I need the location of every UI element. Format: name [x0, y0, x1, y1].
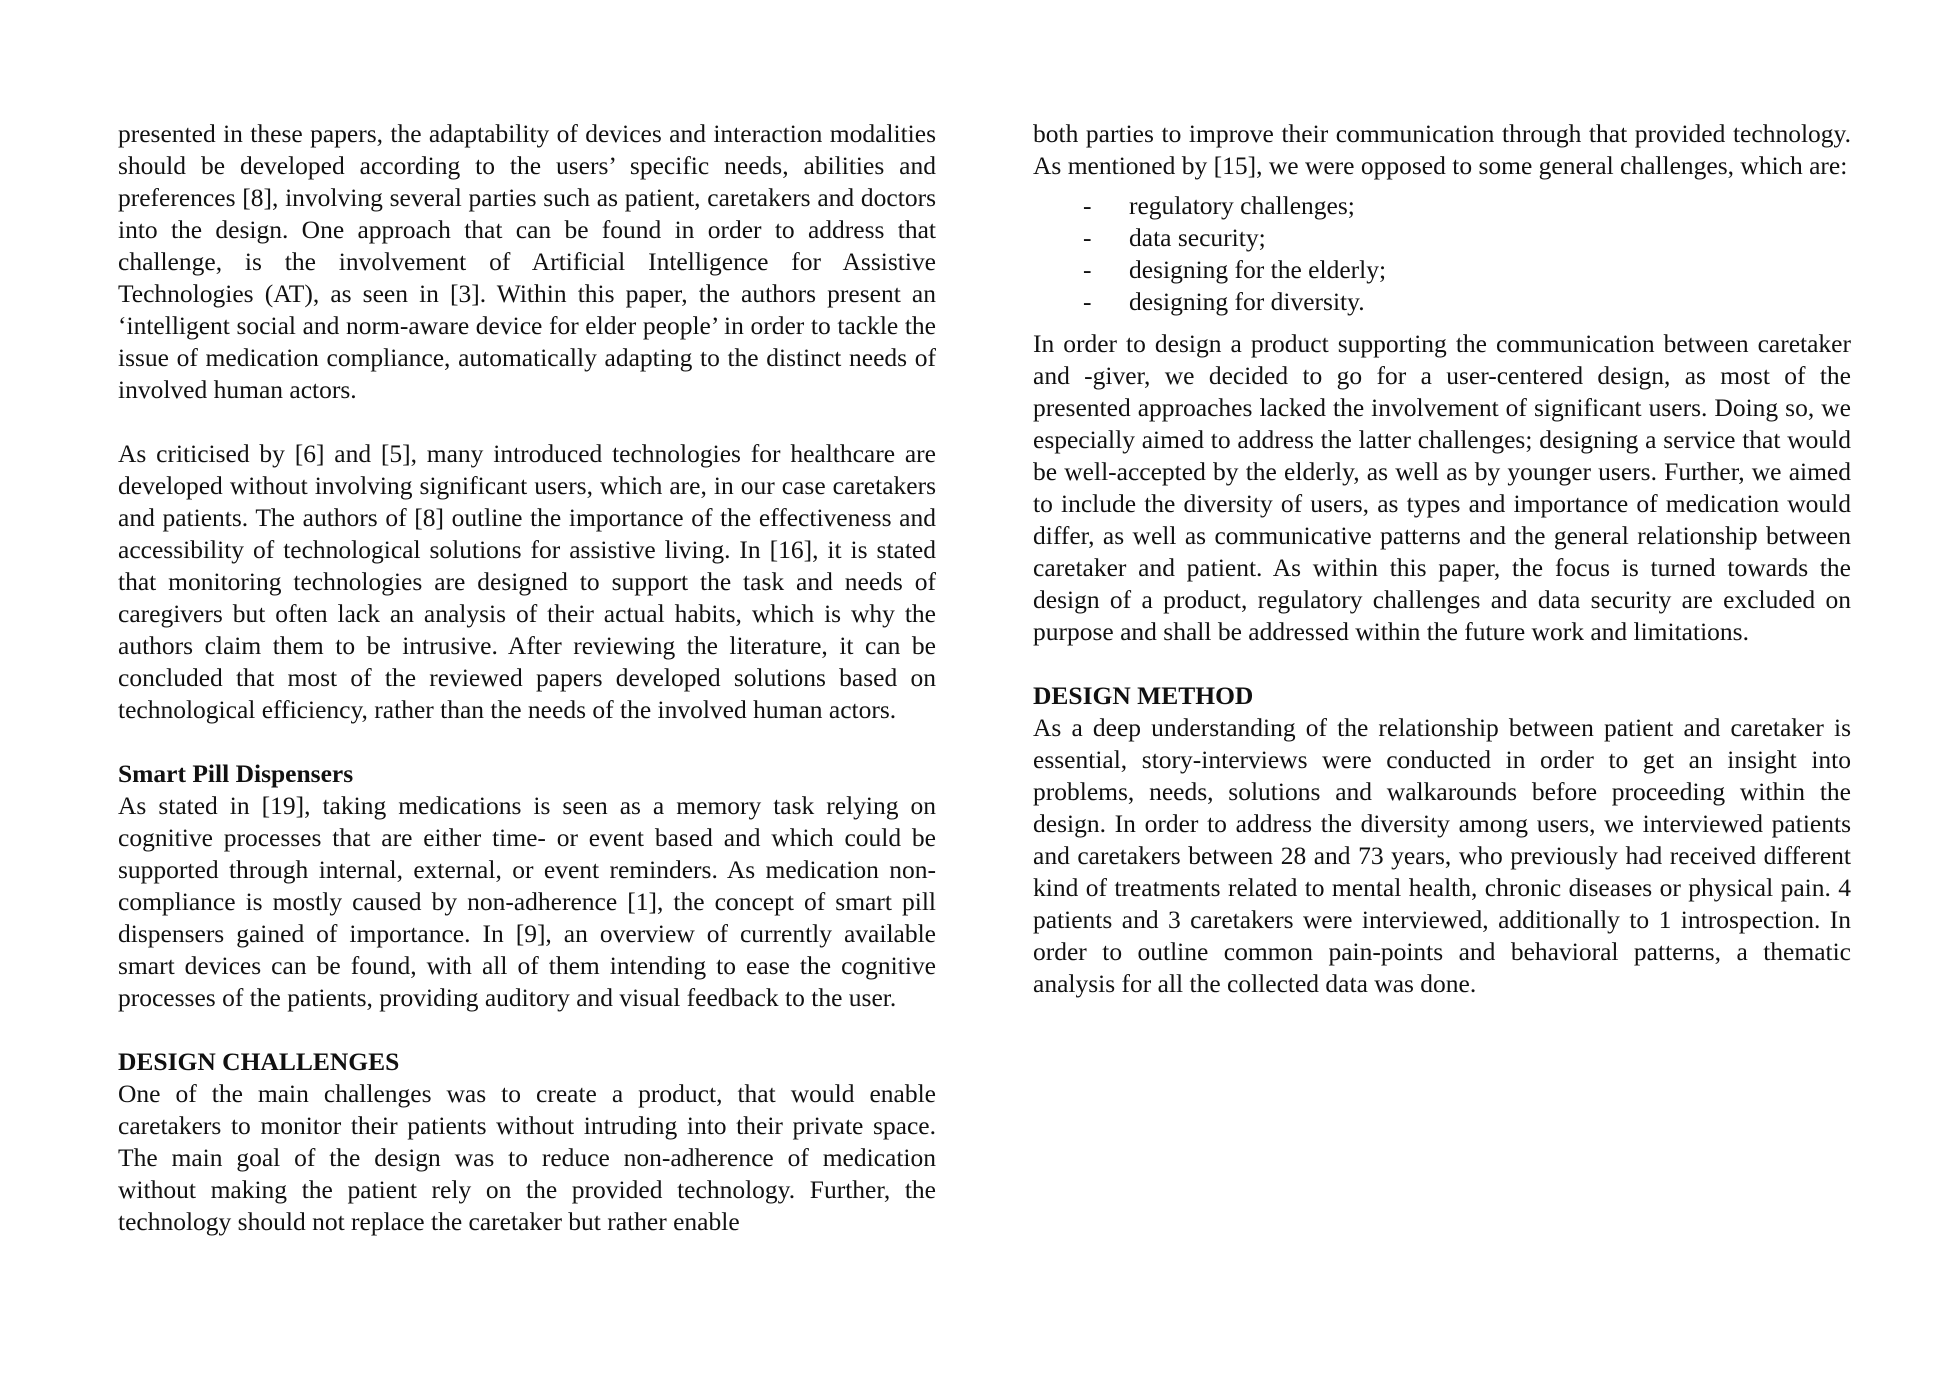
- heading-smart-pill-dispensers: Smart Pill Dispensers: [118, 759, 354, 788]
- challenges-list: [1033, 190, 1851, 318]
- paragraph-both-parties: both parties to improve their communication through that provided technology. As mentioned by [15], we were opposed to some general challenges, which are:: [1033, 119, 1851, 180]
- list-item: [1033, 286, 1851, 318]
- right-column: [1033, 118, 1851, 1000]
- paragraph-design-method: As a deep understanding of the relationship between patient and caretaker is essential, story-interviews were conducted in order to get an insight into problems, needs, solutions and walkarounds before proceeding within the design. In order to address the diversity among users, we interviewed patients and caretakers between 28 and 73 years, who previously had received different kind of treatments related to mental health, chronic diseases or physical pain. 4 patients and 3 caretakers were interviewed, additionally to 1 introspection. In order to outline common pain-points and behavioral patterns, a thematic analysis for all the collected data was done.: [1033, 713, 1851, 998]
- dash-marker: -: [1083, 287, 1092, 316]
- dash-marker: -: [1083, 191, 1092, 220]
- list-item: [1033, 190, 1851, 222]
- paragraph-user-centered: In order to design a product supporting the communication between caretaker and -giver, we decided to go for a user-centered design, as most of the presented approaches lacked the involvement of significant users. Doing so, we especially aimed to address the latter challenges; designing a service that would be well-accepted by the elderly, as well as by younger users. Further, we aimed to include the diversity of users, as types and importance of medication would differ, as well as communicative patterns and the general relationship between caretaker and patient. As within this paper, the focus is turned towards the design of a product, regulatory challenges and data security are excluded on purpose and shall be addressed within the future work and limitations.: [1033, 329, 1851, 646]
- dash-marker: -: [1083, 255, 1092, 284]
- dash-marker: -: [1083, 223, 1092, 252]
- list-item-text: designing for diversity.: [1129, 287, 1365, 316]
- list-item-text: designing for the elderly;: [1129, 255, 1387, 284]
- paragraph-adaptability: presented in these papers, the adaptability of devices and interaction modalities should be developed according to the users’ specific needs, abilities and preferences [8], involving several parties such as patient, caretakers and doctors into the design. One approach that can be found in order to address that challenge, is the involvement of Artificial Intelligence for Assistive Technologies (AT), as seen in [3]. Within this paper, the authors present an ‘intelligent social and norm-aware device for elder people’ in order to tackle the issue of medication compliance, automatically adapting to the distinct needs of involved human actors.: [118, 119, 936, 404]
- heading-design-method: DESIGN METHOD: [1033, 681, 1254, 710]
- list-item: [1033, 254, 1851, 286]
- list-item: [1033, 222, 1851, 254]
- list-item-text: regulatory challenges;: [1129, 191, 1355, 220]
- heading-design-challenges: DESIGN CHALLENGES: [118, 1047, 400, 1076]
- paragraph-smart-pill: As stated in [19], taking medications is seen as a memory task relying on cognitive processes that are either time- or event based and which could be supported through internal, external, or event reminders. As medication non-compliance is mostly caused by non-adherence [1], the concept of smart pill dispensers gained of importance. In [9], an overview of currently available smart devices can be found, with all of them intending to ease the cognitive processes of the patients, providing auditory and visual feedback to the user.: [118, 791, 936, 1012]
- paragraph-criticism: As criticised by [6] and [5], many introduced technologies for healthcare are developed without involving significant users, which are, in our case caretakers and patients. The authors of [8] outline the importance of the effectiveness and accessibility of technological solutions for assistive living. In [16], it is stated that monitoring technologies are designed to support the task and needs of caregivers but often lack an analysis of their actual habits, which is why the authors claim them to be intrusive. After reviewing the literature, it can be concluded that most of the reviewed papers developed solutions based on technological efficiency, rather than the needs of the involved human actors.: [118, 439, 936, 724]
- list-item-text: data security;: [1129, 223, 1266, 252]
- left-column: [118, 118, 936, 1238]
- paragraph-challenges: One of the main challenges was to create a product, that would enable caretakers to monitor their patients without intruding into their private space. The main goal of the design was to reduce non-adherence of medication without making the patient rely on the provided technology. Further, the technology should not replace the caretaker but rather enable: [118, 1079, 936, 1236]
